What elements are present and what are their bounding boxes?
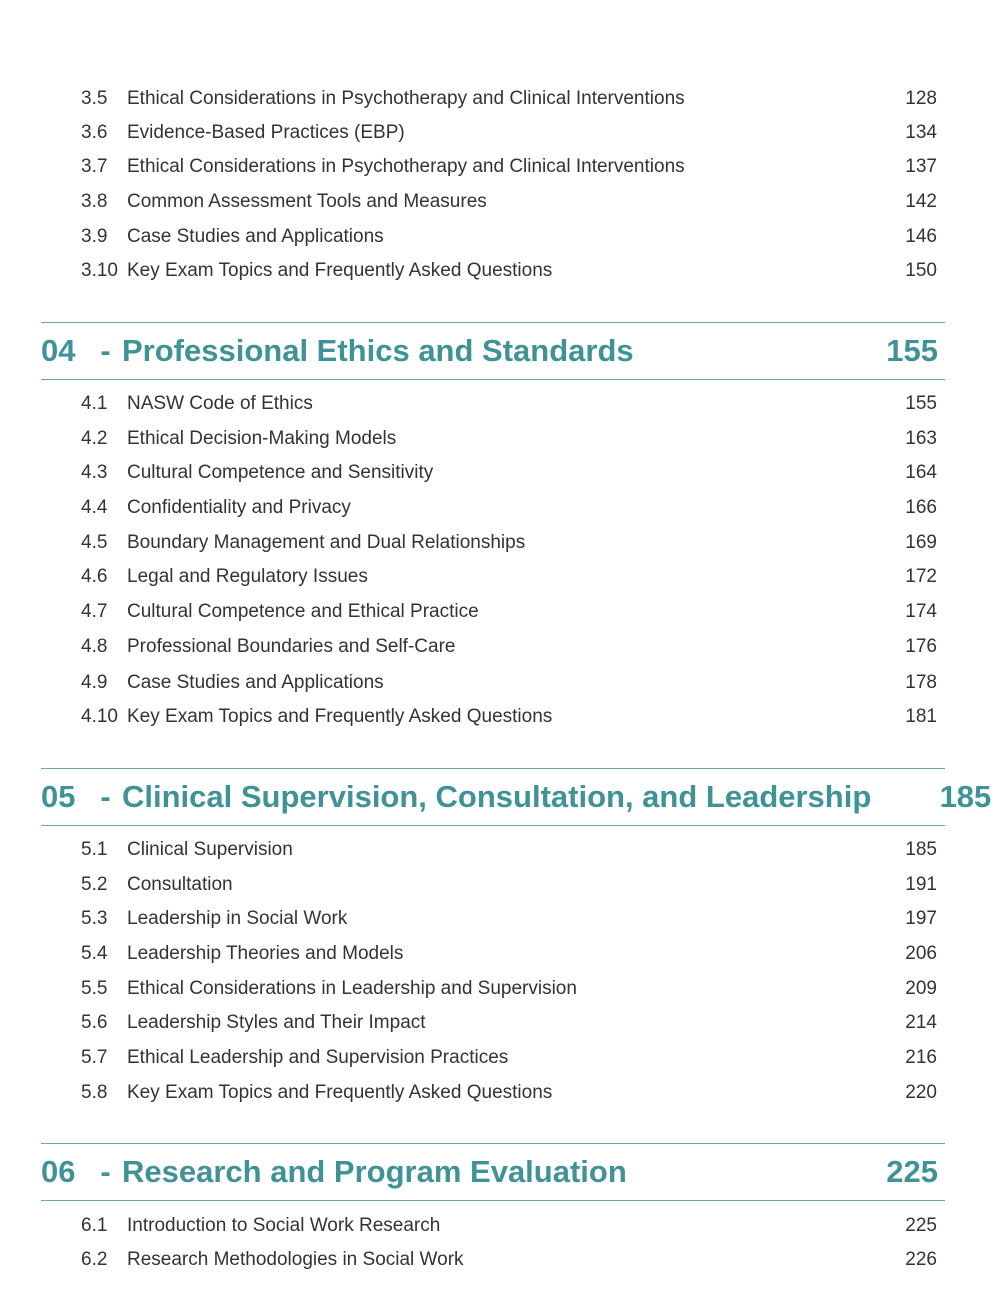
toc-entry-4-1[interactable] bbox=[81, 389, 937, 419]
toc-entry-5-7[interactable] bbox=[81, 1043, 937, 1073]
toc-entry-5-1[interactable] bbox=[81, 835, 937, 865]
entry-title: Confidentiality and Privacy bbox=[127, 497, 351, 518]
entry-page: 164 bbox=[905, 462, 937, 483]
chapter-page: 185 bbox=[939, 779, 992, 814]
toc-entry-5-6[interactable] bbox=[81, 1008, 937, 1038]
entry-number: 5.1 bbox=[81, 839, 108, 860]
entry-number: 3.6 bbox=[81, 122, 108, 143]
entry-number: 4.3 bbox=[81, 462, 108, 483]
toc-entry-5-8[interactable] bbox=[81, 1078, 937, 1108]
entry-page: 128 bbox=[905, 88, 937, 109]
entry-page: 134 bbox=[905, 122, 937, 143]
toc-entry-4-9[interactable] bbox=[81, 668, 937, 698]
entry-page: 220 bbox=[905, 1082, 937, 1103]
entry-page: 225 bbox=[905, 1215, 937, 1236]
entry-number: 4.6 bbox=[81, 566, 108, 587]
entry-page: 214 bbox=[905, 1012, 937, 1033]
chapter-title: Professional Ethics and Standards bbox=[122, 333, 634, 368]
entry-title: Legal and Regulatory Issues bbox=[127, 566, 368, 587]
entry-number: 5.4 bbox=[81, 943, 108, 964]
toc-entry-4-10[interactable] bbox=[81, 702, 937, 732]
entry-number: 4.4 bbox=[81, 497, 108, 518]
chapter-dash: - bbox=[100, 779, 111, 814]
entry-number: 4.7 bbox=[81, 601, 108, 622]
entry-page: 216 bbox=[905, 1047, 937, 1068]
entry-page: 155 bbox=[905, 393, 937, 414]
entry-title: Ethical Considerations in Psychotherapy and Clinical Interventions bbox=[127, 88, 685, 109]
entry-page: 209 bbox=[905, 978, 937, 999]
entry-number: 5.2 bbox=[81, 874, 108, 895]
entry-number: 3.7 bbox=[81, 156, 108, 177]
entry-number: 3.8 bbox=[81, 191, 108, 212]
entry-title: Ethical Considerations in Leadership and Supervision bbox=[127, 978, 577, 999]
entry-title: Introduction to Social Work Research bbox=[127, 1215, 441, 1236]
chapter-number: 04 bbox=[41, 333, 76, 368]
entry-page: 137 bbox=[905, 156, 937, 177]
entry-title: Research Methodologies in Social Work bbox=[127, 1249, 464, 1270]
toc-entry-4-8[interactable] bbox=[81, 632, 937, 662]
entry-page: 181 bbox=[905, 706, 937, 727]
entry-number: 4.9 bbox=[81, 672, 108, 693]
toc-entry-5-4[interactable] bbox=[81, 939, 937, 969]
chapter-page: 155 bbox=[886, 333, 938, 368]
entry-title: Ethical Leadership and Supervision Practices bbox=[127, 1047, 509, 1068]
entry-number: 4.2 bbox=[81, 428, 108, 449]
entry-title: Ethical Decision-Making Models bbox=[127, 428, 397, 449]
entry-title: Boundary Management and Dual Relationships bbox=[127, 532, 526, 553]
entry-title: Leadership in Social Work bbox=[127, 908, 348, 929]
toc-entry-6-1[interactable] bbox=[81, 1211, 937, 1241]
toc-entry-3-5[interactable] bbox=[81, 84, 937, 114]
entry-title: Leadership Styles and Their Impact bbox=[127, 1012, 426, 1033]
entry-page: 166 bbox=[905, 497, 937, 518]
toc-entry-3-9[interactable] bbox=[81, 222, 937, 252]
toc-entry-6-2[interactable] bbox=[81, 1245, 937, 1275]
entry-page: 191 bbox=[905, 874, 937, 895]
entry-page: 163 bbox=[905, 428, 937, 449]
toc-entry-4-7[interactable] bbox=[81, 597, 937, 627]
entry-title: NASW Code of Ethics bbox=[127, 393, 313, 414]
entry-number: 4.8 bbox=[81, 636, 108, 657]
entry-page: 150 bbox=[905, 260, 937, 281]
entry-title: Clinical Supervision bbox=[127, 839, 293, 860]
entry-title: Evidence-Based Practices (EBP) bbox=[127, 122, 405, 143]
entry-page: 226 bbox=[905, 1249, 937, 1270]
entry-number: 5.3 bbox=[81, 908, 108, 929]
entry-title: Key Exam Topics and Frequently Asked Questions bbox=[127, 706, 553, 727]
entry-number: 5.5 bbox=[81, 978, 108, 999]
toc-entry-3-10[interactable] bbox=[81, 256, 937, 286]
entry-title: Key Exam Topics and Frequently Asked Questions bbox=[127, 260, 553, 281]
chapter-number: 05 bbox=[41, 779, 76, 814]
entry-number: 6.2 bbox=[81, 1249, 108, 1270]
toc-entry-4-2[interactable] bbox=[81, 424, 937, 454]
entry-number: 3.10 bbox=[81, 260, 118, 281]
entry-page: 174 bbox=[905, 601, 937, 622]
entry-title: Ethical Considerations in Psychotherapy and Clinical Interventions bbox=[127, 156, 685, 177]
entry-number: 4.5 bbox=[81, 532, 108, 553]
chapter-title: Research and Program Evaluation bbox=[122, 1154, 627, 1189]
chapter-number: 06 bbox=[41, 1154, 76, 1189]
entry-title: Consultation bbox=[127, 874, 233, 895]
entry-title: Leadership Theories and Models bbox=[127, 943, 404, 964]
entry-number: 3.5 bbox=[81, 88, 108, 109]
toc-entry-5-3[interactable] bbox=[81, 904, 937, 934]
chapter-dash: - bbox=[100, 1154, 111, 1189]
entry-page: 146 bbox=[905, 226, 937, 247]
chapter-heading-06[interactable] bbox=[41, 1143, 945, 1201]
entry-page: 169 bbox=[905, 532, 937, 553]
entry-number: 6.1 bbox=[81, 1215, 108, 1236]
chapter-title: Clinical Supervision, Consultation, and Leadership bbox=[122, 779, 872, 814]
toc-entry-3-7[interactable] bbox=[81, 152, 937, 182]
entry-page: 206 bbox=[905, 943, 937, 964]
toc-entry-4-6[interactable] bbox=[81, 562, 937, 592]
toc-entry-5-2[interactable] bbox=[81, 870, 937, 900]
entry-number: 5.8 bbox=[81, 1082, 108, 1103]
entry-title: Key Exam Topics and Frequently Asked Questions bbox=[127, 1082, 553, 1103]
entry-title: Case Studies and Applications bbox=[127, 226, 384, 247]
entry-number: 3.9 bbox=[81, 226, 108, 247]
toc-entry-3-8[interactable] bbox=[81, 187, 937, 217]
toc-entry-3-6[interactable] bbox=[81, 118, 937, 148]
entry-number: 5.7 bbox=[81, 1047, 108, 1068]
entry-page: 176 bbox=[905, 636, 937, 657]
entry-title: Professional Boundaries and Self-Care bbox=[127, 636, 456, 657]
entry-page: 185 bbox=[905, 839, 937, 860]
entry-page: 172 bbox=[905, 566, 937, 587]
chapter-heading-05[interactable] bbox=[41, 768, 992, 826]
chapter-heading-04[interactable] bbox=[41, 322, 945, 380]
chapter-page: 225 bbox=[886, 1154, 938, 1189]
entry-title: Cultural Competence and Ethical Practice bbox=[127, 601, 479, 622]
entry-title: Common Assessment Tools and Measures bbox=[127, 191, 487, 212]
entry-page: 178 bbox=[905, 672, 937, 693]
entry-page: 197 bbox=[905, 908, 937, 929]
toc-entry-4-3[interactable] bbox=[81, 458, 937, 488]
entry-number: 5.6 bbox=[81, 1012, 108, 1033]
entry-number: 4.10 bbox=[81, 706, 118, 727]
entry-title: Cultural Competence and Sensitivity bbox=[127, 462, 434, 483]
toc-entry-4-4[interactable] bbox=[81, 493, 937, 523]
chapter-dash: - bbox=[100, 333, 111, 368]
toc-entry-5-5[interactable] bbox=[81, 974, 937, 1004]
entry-title: Case Studies and Applications bbox=[127, 672, 384, 693]
toc-entry-4-5[interactable] bbox=[81, 528, 937, 558]
entry-page: 142 bbox=[905, 191, 937, 212]
entry-number: 4.1 bbox=[81, 393, 108, 414]
